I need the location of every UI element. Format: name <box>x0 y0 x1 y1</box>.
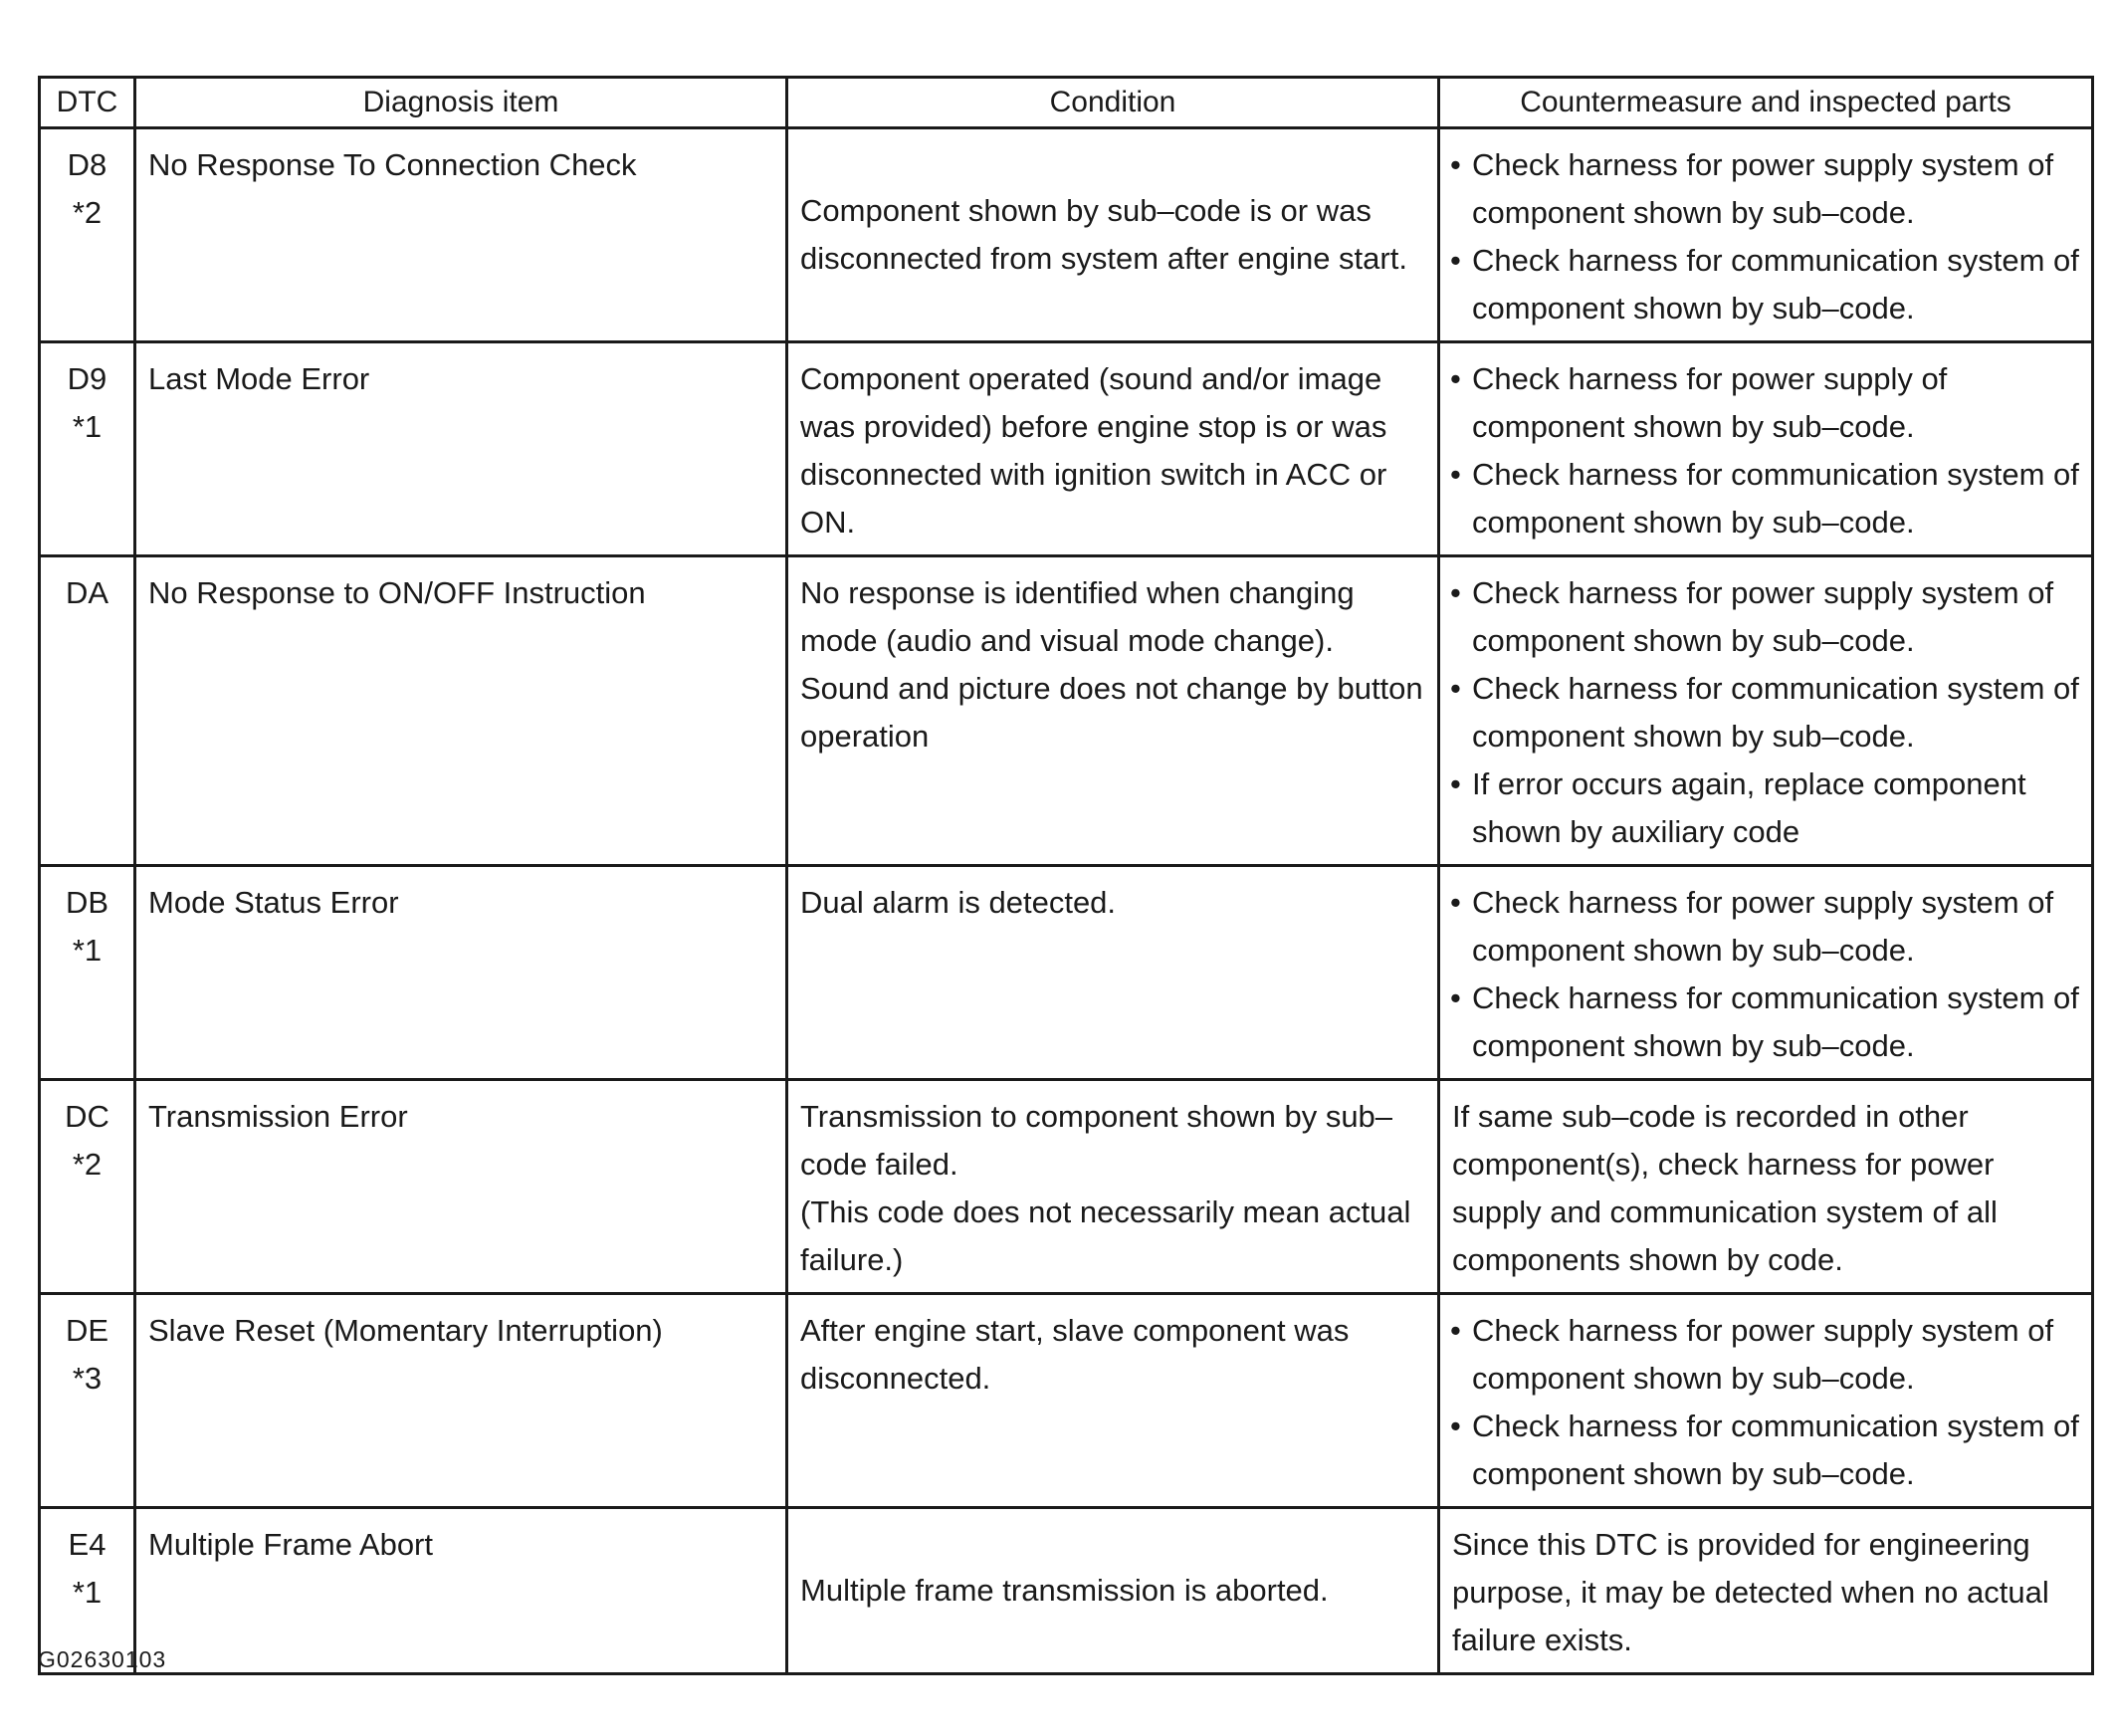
condition-text: After engine start, slave component was disconnected. <box>800 1313 1350 1396</box>
header-dtc: DTC <box>40 78 135 128</box>
header-countermeasure: Countermeasure and inspected parts <box>1439 78 2093 128</box>
condition-text: Sound and picture does not change by button operation <box>800 671 1423 754</box>
countermeasure-cell <box>1439 1508 2093 1674</box>
countermeasure-item: • Check harness for communication system of component shown by sub–code. <box>1448 975 2083 1070</box>
dtc-code: DE <box>65 1313 109 1348</box>
condition-text: Component operated (sound and/or image was provided) before engine stop is or was disconnected with ignition switch in ACC or ON. <box>800 361 1387 540</box>
condition-cell <box>787 556 1439 866</box>
countermeasure-text: Since this DTC is provided for engineering purpose, it may be detected when no actual failure exists. <box>1452 1527 2049 1657</box>
dtc-code-cell <box>40 1294 135 1508</box>
dtc-code: D8 <box>67 147 107 182</box>
dtc-code-cell <box>40 866 135 1080</box>
diagnosis-item: Last Mode Error <box>135 342 787 556</box>
condition-text: Multiple frame transmission is aborted. <box>800 1573 1329 1608</box>
countermeasure-item: • Check harness for power supply system of component shown by sub–code. <box>1448 879 2083 975</box>
countermeasure-item: • Check harness for communication system of component shown by sub–code. <box>1448 237 2083 332</box>
countermeasure-item: • If error occurs again, replace component shown by auxiliary code <box>1448 760 2083 856</box>
table-row <box>40 556 2093 866</box>
condition-text: (This code does not necessarily mean actual failure.) <box>800 1194 1411 1277</box>
dtc-note: *1 <box>72 409 103 444</box>
countermeasure-list <box>1448 569 2083 856</box>
countermeasure-item: • Check harness for power supply system of component shown by sub–code. <box>1448 1307 2083 1403</box>
countermeasure-list <box>1448 141 2083 332</box>
dtc-note: *2 <box>72 195 103 230</box>
dtc-code-cell <box>40 342 135 556</box>
table-row <box>40 1080 2093 1294</box>
table-row <box>40 342 2093 556</box>
diagnosis-item: Mode Status Error <box>135 866 787 1080</box>
table-row <box>40 1294 2093 1508</box>
countermeasure-cell <box>1439 342 2093 556</box>
countermeasure-text: If same sub–code is recorded in other component(s), check harness for power supply and communication system of all components shown by code. <box>1452 1099 1998 1277</box>
countermeasure-list <box>1448 879 2083 1070</box>
dtc-note: *1 <box>72 1575 103 1610</box>
countermeasure-item: • Check harness for communication system of component shown by sub–code. <box>1448 1403 2083 1498</box>
condition-cell <box>787 128 1439 342</box>
countermeasure-cell <box>1439 866 2093 1080</box>
dtc-table-container <box>38 76 2091 1675</box>
condition-text: Transmission to component shown by sub–code failed. <box>800 1099 1393 1182</box>
countermeasure-cell <box>1439 1294 2093 1508</box>
condition-text: No response is identified when changing mode (audio and visual mode change). <box>800 575 1355 658</box>
countermeasure-cell <box>1439 128 2093 342</box>
dtc-code: DB <box>65 885 109 920</box>
countermeasure-item: • Check harness for power supply of component shown by sub–code. <box>1448 355 2083 451</box>
dtc-note: *2 <box>72 1147 103 1182</box>
countermeasure-list <box>1448 355 2083 546</box>
dtc-table <box>38 76 2094 1675</box>
diagnosis-item: No Response to ON/OFF Instruction <box>135 556 787 866</box>
dtc-note: *1 <box>72 933 103 968</box>
dtc-code: DC <box>65 1099 109 1134</box>
condition-cell <box>787 1080 1439 1294</box>
table-row <box>40 128 2093 342</box>
dtc-note: *3 <box>72 1361 103 1396</box>
dtc-code-cell <box>40 556 135 866</box>
header-condition: Condition <box>787 78 1439 128</box>
condition-cell <box>787 866 1439 1080</box>
dtc-code-cell <box>40 128 135 342</box>
diagnosis-item: Slave Reset (Momentary Interruption) <box>135 1294 787 1508</box>
table-header-row <box>40 78 2093 128</box>
table-row <box>40 1508 2093 1674</box>
condition-text: Dual alarm is detected. <box>800 885 1117 920</box>
countermeasure-cell <box>1439 1080 2093 1294</box>
condition-cell <box>787 1508 1439 1674</box>
countermeasure-item: • Check harness for power supply system of component shown by sub–code. <box>1448 569 2083 665</box>
condition-cell <box>787 342 1439 556</box>
figure-code: G02630103 <box>38 1646 167 1672</box>
condition-text: Component shown by sub–code is or was disconnected from system after engine start. <box>800 193 1407 276</box>
countermeasure-item: • Check harness for power supply system of component shown by sub–code. <box>1448 141 2083 237</box>
table-row <box>40 866 2093 1080</box>
header-diagnosis-item: Diagnosis item <box>135 78 787 128</box>
dtc-code: D9 <box>67 361 107 396</box>
dtc-code-cell <box>40 1080 135 1294</box>
dtc-code: E4 <box>68 1527 106 1562</box>
countermeasure-cell <box>1439 556 2093 866</box>
diagnosis-item: No Response To Connection Check <box>135 128 787 342</box>
countermeasure-list <box>1448 1307 2083 1498</box>
countermeasure-item: • Check harness for communication system of component shown by sub–code. <box>1448 451 2083 546</box>
dtc-code: DA <box>65 575 109 610</box>
countermeasure-item: • Check harness for communication system of component shown by sub–code. <box>1448 665 2083 760</box>
diagnosis-item: Multiple Frame Abort <box>135 1508 787 1674</box>
diagnosis-item: Transmission Error <box>135 1080 787 1294</box>
condition-cell <box>787 1294 1439 1508</box>
